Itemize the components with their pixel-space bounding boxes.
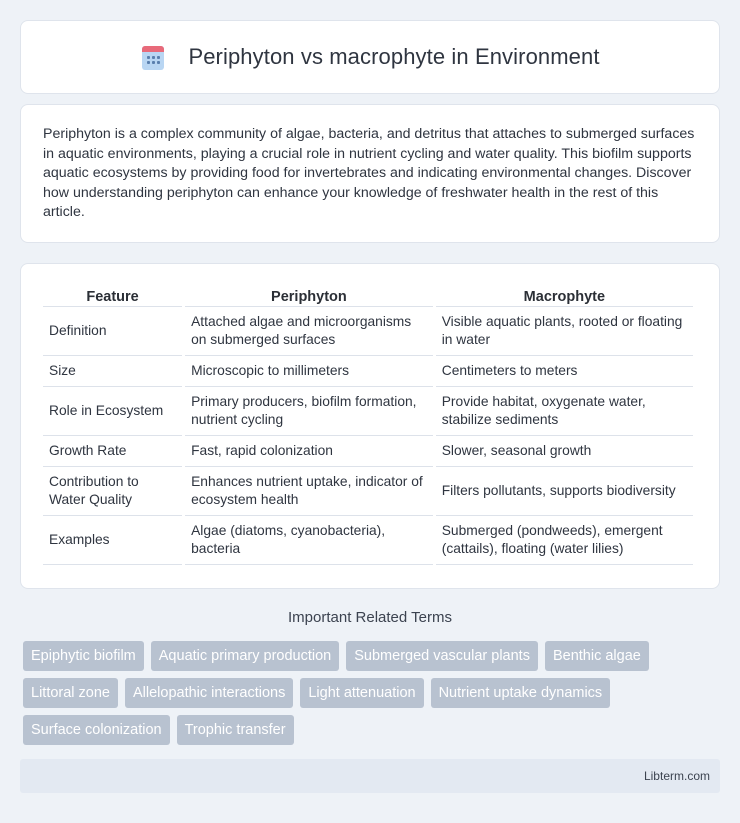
table-row [43, 436, 693, 467]
related-terms-tags [23, 641, 723, 752]
related-term-tag[interactable]: Benthic algae [545, 641, 649, 671]
intro-text: Periphyton is a complex community of algae, bacteria, and detritus that attaches to submerged surfaces in aquatic environments, playing a crucial role in nutrient cycling and water quality. This biofilm supports aquatic ecosystems by providing food for invertebrates and indicating environmental changes. Discover how understanding periphyton can enhance your knowledge of freshwater health in the rest of this article. [43, 126, 695, 221]
table-cell: Role in Ecosystem [43, 387, 182, 436]
table-cell: Fast, rapid colonization [185, 436, 433, 467]
table-row [43, 467, 693, 516]
related-terms-heading: Important Related Terms [288, 609, 452, 626]
related-term-tag[interactable]: Littoral zone [23, 678, 118, 708]
table-row [43, 307, 693, 356]
table-cell: Primary producers, biofilm formation, nutrient cycling [185, 387, 433, 436]
related-term-tag[interactable]: Allelopathic interactions [125, 678, 293, 708]
table-cell: Size [43, 356, 182, 387]
column-header: Feature [43, 285, 182, 307]
table-cell: Examples [43, 516, 182, 565]
footer [20, 759, 720, 793]
table-cell: Provide habitat, oxygenate water, stabilize sediments [436, 387, 693, 436]
table-cell: Definition [43, 307, 182, 356]
page-title: Periphyton vs macrophyte in Environment [188, 44, 600, 69]
comparison-table-card [20, 263, 720, 589]
table-cell: Attached algae and microorganisms on submerged surfaces [185, 307, 433, 356]
table-cell: Algae (diatoms, cyanobacteria), bacteria [185, 516, 433, 565]
related-term-tag[interactable]: Trophic transfer [177, 715, 294, 745]
related-term-tag[interactable]: Submerged vascular plants [346, 641, 538, 671]
table-cell: Growth Rate [43, 436, 182, 467]
header-card [20, 20, 720, 94]
intro-card [20, 104, 720, 243]
table-cell: Contribution to Water Quality [43, 467, 182, 516]
table-row [43, 387, 693, 436]
column-header: Macrophyte [436, 285, 693, 307]
table-cell: Filters pollutants, supports biodiversity [436, 467, 693, 516]
table-row [43, 516, 693, 565]
footer-brand-link[interactable]: Libterm.com [643, 769, 710, 783]
related-term-tag[interactable]: Nutrient uptake dynamics [431, 678, 611, 708]
related-term-tag[interactable]: Surface colonization [23, 715, 170, 745]
table-cell: Centimeters to meters [436, 356, 693, 387]
comparison-table [40, 285, 696, 565]
document-icon [140, 43, 166, 71]
table-cell: Slower, seasonal growth [436, 436, 693, 467]
table-row [43, 356, 693, 387]
related-term-tag[interactable]: Aquatic primary production [151, 641, 339, 671]
table-cell: Enhances nutrient uptake, indicator of ecosystem health [185, 467, 433, 516]
column-header: Periphyton [185, 285, 433, 307]
table-cell: Visible aquatic plants, rooted or floating in water [436, 307, 693, 356]
related-term-tag[interactable]: Light attenuation [300, 678, 423, 708]
related-term-tag[interactable]: Epiphytic biofilm [23, 641, 144, 671]
table-cell: Submerged (pondweeds), emergent (cattails), floating (water lilies) [436, 516, 693, 565]
table-header-row [43, 285, 693, 307]
table-cell: Microscopic to millimeters [185, 356, 433, 387]
